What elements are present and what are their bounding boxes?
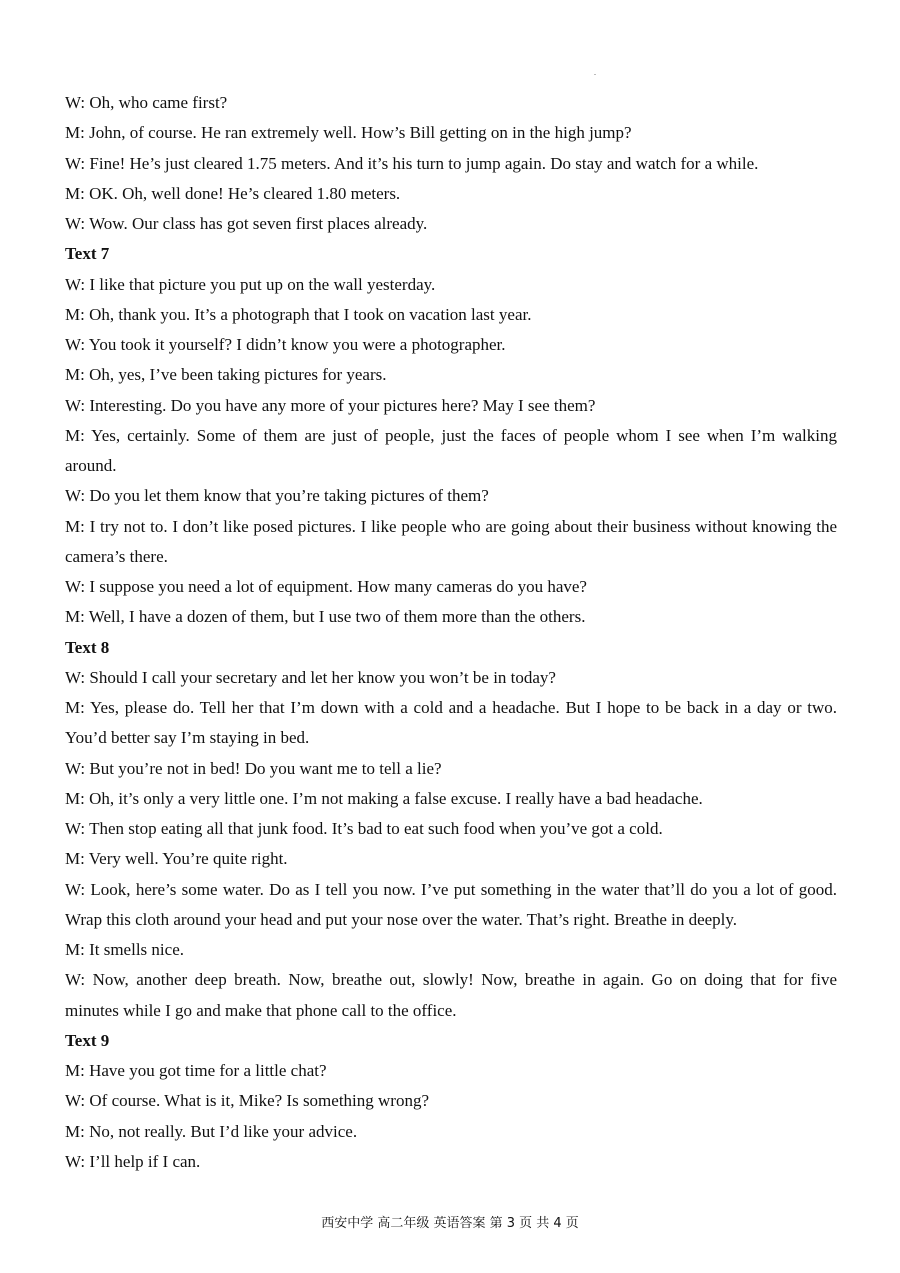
dialogue-line: W: Interesting. Do you have any more of your pictures here? May I see them? — [65, 395, 596, 415]
dialogue-line: W: Should I call your secretary and let her know you won’t be in today? — [65, 667, 556, 687]
dialogue-line: M: Yes, please do. Tell her that I’m down with a cold and a headache. But I hope to be back in a day or two. You’d better say I’m staying in bed. — [65, 698, 837, 748]
dialogue-line: W: Look, here’s some water. Do as I tell you now. I’ve put something in the water that’ll do you a lot of good. Wrap this cloth around your head and put your nose over the water. That’s right. Breathe in deeply. — [65, 879, 837, 929]
dialogue-line: W: Of course. What is it, Mike? Is something wrong? — [65, 1091, 430, 1111]
dialogue-line: W: Do you let them know that you’re taking pictures of them? — [65, 486, 489, 506]
section-heading-text-9: Text 9 — [65, 1030, 110, 1050]
dialogue-line: W: You took it yourself? I didn’t know you were a photographer. — [65, 335, 506, 354]
dialogue-line: M: I try not to. I don’t like posed pictures. I like people who are going about their business without knowing the camera’s there. — [65, 516, 837, 566]
dialogue-line: M: Well, I have a dozen of them, but I use two of them more than the others. — [65, 607, 586, 627]
dialogue-line: W: Wow. Our class has got seven first places already. — [65, 214, 428, 233]
listening-transcript — [65, 88, 837, 1177]
scan-speck — [594, 74, 596, 75]
section-heading-text-7: Text 7 — [65, 244, 110, 264]
section-heading-text-8: Text 8 — [65, 637, 110, 657]
dialogue-line: M: It smells nice. — [65, 940, 184, 959]
dialogue-line: W: But you’re not in bed! Do you want me to tell a lie? — [65, 758, 442, 778]
dialogue-line: M: Oh, it’s only a very little one. I’m not making a false excuse. I really have a bad headache. — [65, 788, 703, 808]
dialogue-line: M: Oh, yes, I’ve been taking pictures for years. — [65, 365, 387, 385]
dialogue-line: W: I like that picture you put up on the wall yesterday. — [65, 274, 436, 294]
dialogue-line: W: Fine! He’s just cleared 1.75 meters. And it’s his turn to jump again. Do stay and watch for a while. — [65, 153, 759, 173]
dialogue-line: M: No, not really. But I’d like your advice. — [65, 1121, 358, 1141]
dialogue-line: M: Very well. You’re quite right. — [65, 849, 288, 869]
page-footer: 西安中学 高二年级 英语答案 第 3 页 共 4 页 — [321, 1216, 579, 1231]
dialogue-line: M: John, of course. He ran extremely well. How’s Bill getting on in the high jump? — [65, 123, 632, 143]
dialogue-line: W: Now, another deep breath. Now, breathe out, slowly! Now, breathe in again. Go on doing that for five minutes while I go and make that phone call to the office. — [65, 970, 837, 1020]
dialogue-line: W: Then stop eating all that junk food. It’s bad to eat such food when you’ve got a cold. — [65, 819, 663, 838]
dialogue-line: M: Oh, thank you. It’s a photograph that I took on vacation last year. — [65, 304, 532, 324]
dialogue-line: M: Have you got time for a little chat? — [65, 1061, 327, 1080]
dialogue-line: W: Oh, who came first? — [65, 93, 228, 112]
dialogue-line: M: Yes, certainly. Some of them are just of people, just the faces of people whom I see when I’m walking around. — [65, 425, 837, 475]
dialogue-line: W: I suppose you need a lot of equipment. How many cameras do you have? — [65, 577, 587, 596]
dialogue-line: W: I’ll help if I can. — [65, 1151, 201, 1171]
dialogue-line: M: OK. Oh, well done! He’s cleared 1.80 meters. — [65, 183, 401, 203]
